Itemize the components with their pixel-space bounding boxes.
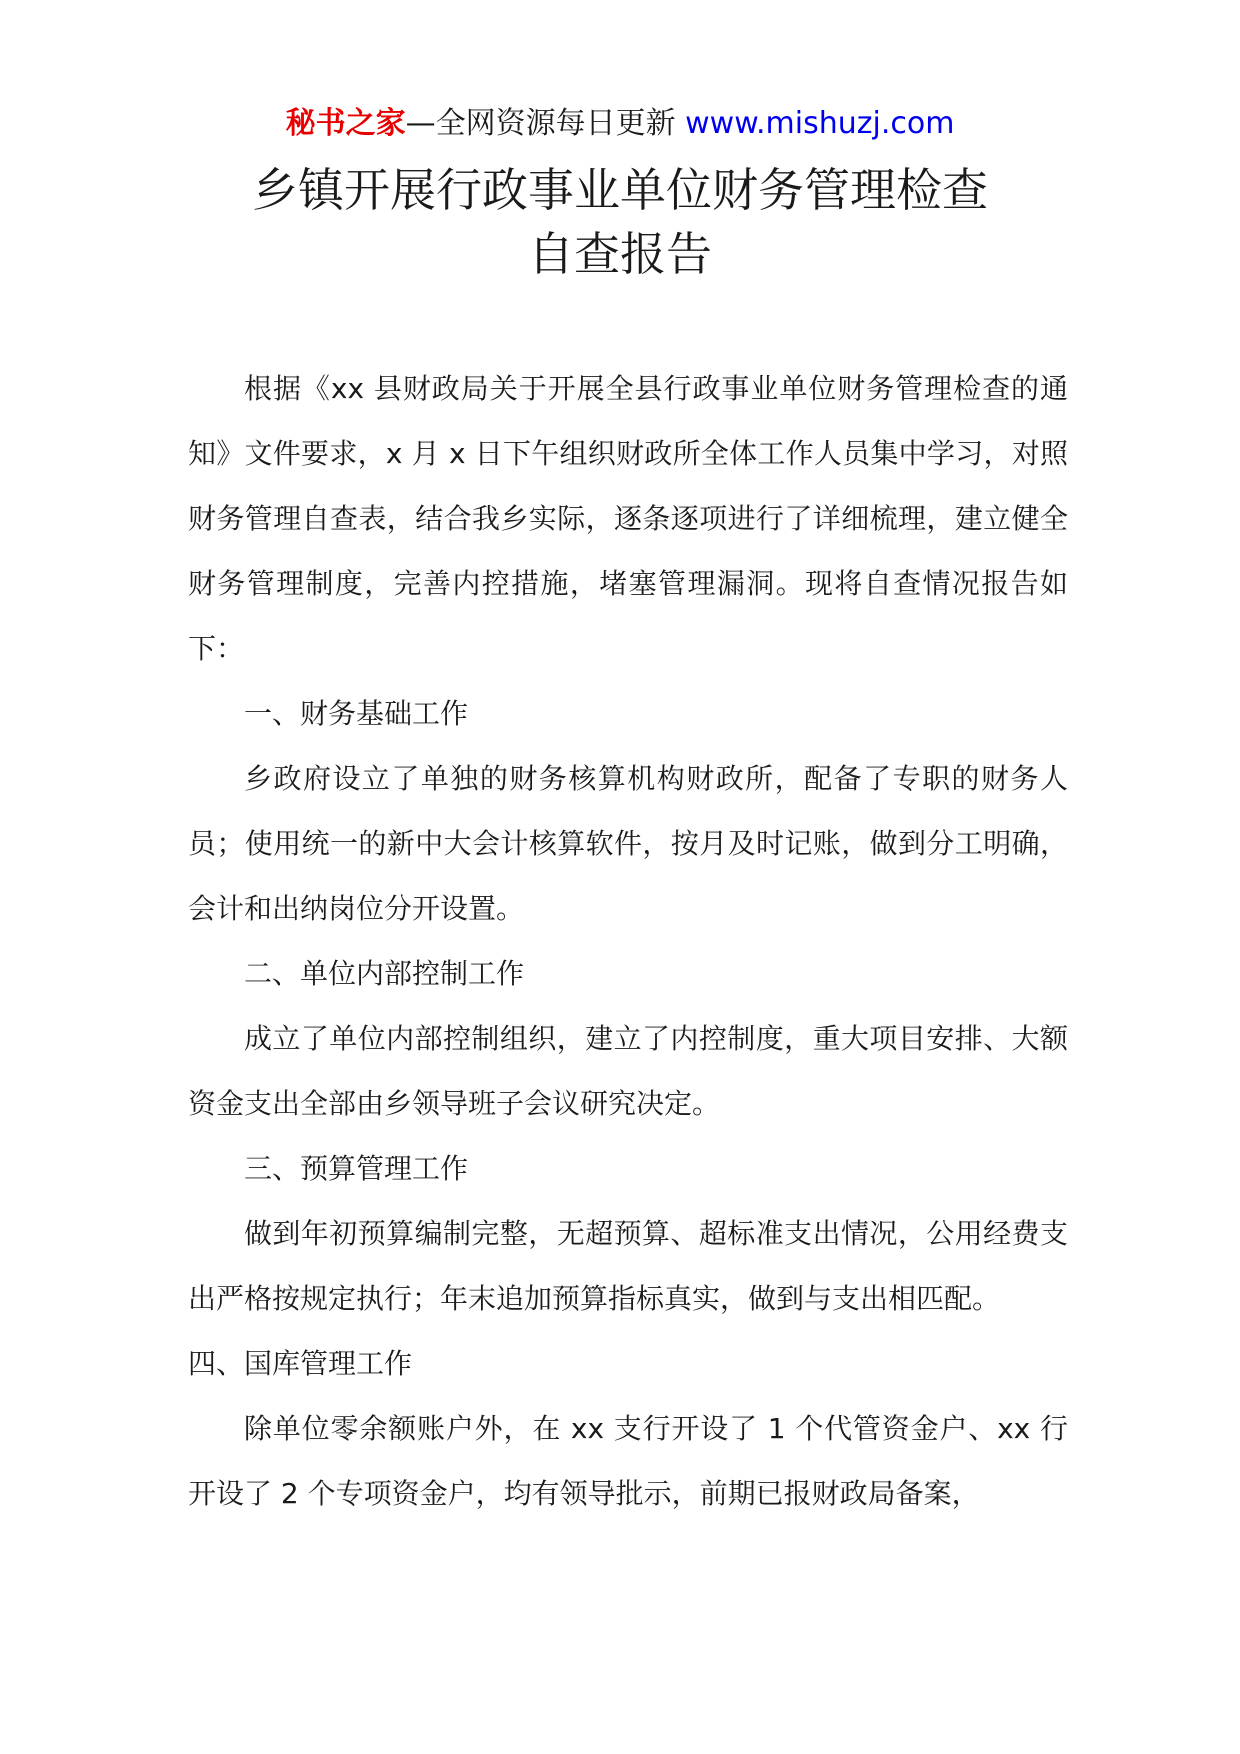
paragraph-section-4: 除单位零余额账户外，在 xx 支行开设了 1 个代管资金户、xx 行开设了 2 个专项资金户，均有领导批示，前期已报财政局备案， [188, 1412, 1068, 1510]
section-heading-4: 四、国库管理工作 [188, 1347, 413, 1380]
section-heading-2: 二、单位内部控制工作 [244, 957, 525, 990]
paragraph-intro: 根据《xx 县财政局关于开展全县行政事业单位财务管理检查的通知》文件要求，x 月 x 日下午组织财政所全体工作人员集中学习，对照财务管理自查表，结合我乡实际，逐条逐项进行了详细梳理，建立健全财务管理制度，完善内控措施，堵塞管理漏洞。现将自查情况报告如下： [188, 372, 1068, 665]
paragraph-section-2: 成立了单位内部控制组织，建立了内控制度，重大项目安排、大额资金支出全部由乡领导班子会议研究决定。 [188, 1022, 1068, 1120]
header-tagline: —全网资源每日更新 [405, 106, 686, 141]
section-heading-3: 三、预算管理工作 [244, 1152, 469, 1185]
document-title [0, 158, 1240, 286]
site-header [0, 100, 1240, 148]
brand-name: 秘书之家 [285, 106, 406, 141]
section-heading-1: 一、财务基础工作 [244, 697, 469, 730]
paragraph-section-3: 做到年初预算编制完整，无超预算、超标准支出情况，公用经费支出严格按规定执行；年末追加预算指标真实，做到与支出相匹配。 [188, 1217, 1068, 1315]
title-line-1: 乡镇开展行政事业单位财务管理检查 [252, 163, 988, 217]
title-line-2: 自查报告 [528, 227, 712, 281]
site-url-link[interactable]: www.mishuzj.com [685, 106, 955, 141]
document-body [188, 356, 1068, 1526]
paragraph-section-1: 乡政府设立了单独的财务核算机构财政所，配备了专职的财务人员；使用统一的新中大会计核算软件，按月及时记账，做到分工明确，会计和出纳岗位分开设置。 [188, 762, 1068, 925]
